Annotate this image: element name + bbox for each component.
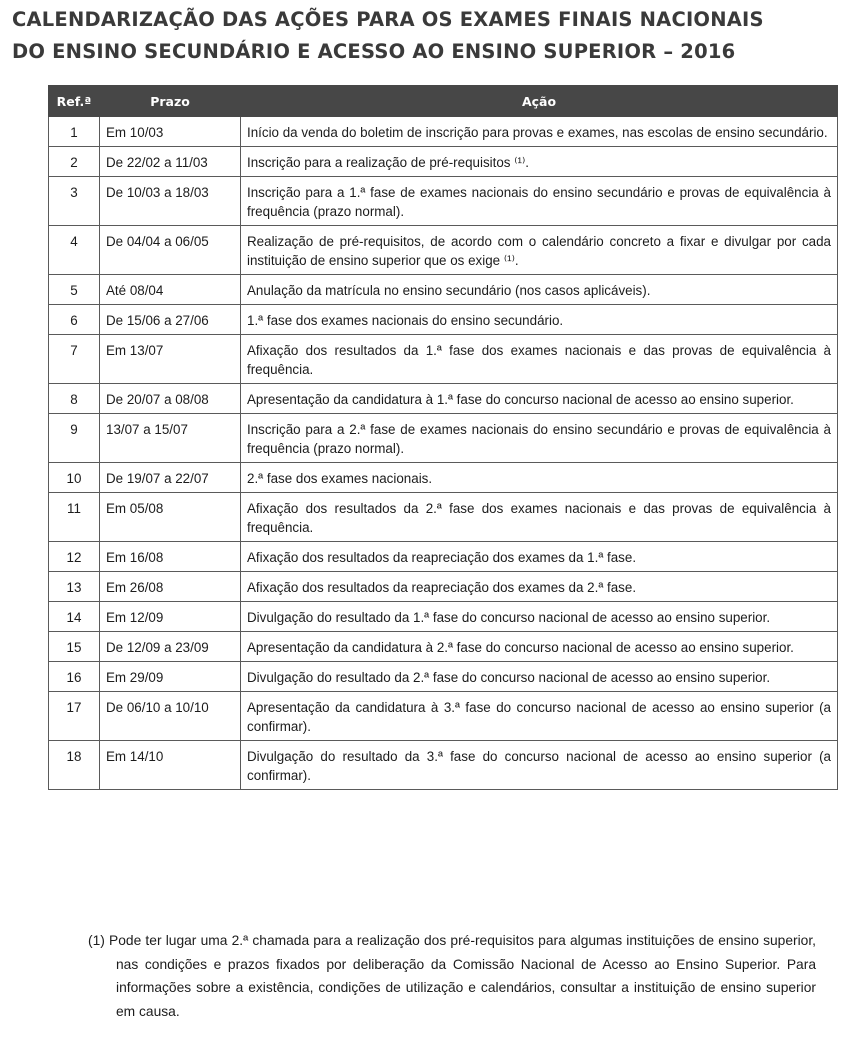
cell-acao: 2.ª fase dos exames nacionais. xyxy=(241,463,838,493)
table-row xyxy=(49,741,838,790)
header-prazo: Prazo xyxy=(100,86,241,117)
cell-ref: 18 xyxy=(49,741,100,790)
cell-prazo: De 10/03 a 18/03 xyxy=(100,177,241,226)
table-row xyxy=(49,226,838,275)
cell-prazo: De 22/02 a 11/03 xyxy=(100,147,241,177)
cell-ref: 6 xyxy=(49,305,100,335)
cell-prazo: Em 05/08 xyxy=(100,493,241,542)
cell-prazo: Em 10/03 xyxy=(100,117,241,147)
cell-ref: 8 xyxy=(49,384,100,414)
cell-prazo: Em 12/09 xyxy=(100,602,241,632)
cell-acao: Inscrição para a realização de pré-requisitos ⁽¹⁾. xyxy=(241,147,838,177)
cell-acao: Afixação dos resultados da reapreciação dos exames da 2.ª fase. xyxy=(241,572,838,602)
cell-ref: 1 xyxy=(49,117,100,147)
cell-prazo: 13/07 a 15/07 xyxy=(100,414,241,463)
table-row xyxy=(49,692,838,741)
table-row xyxy=(49,147,838,177)
cell-acao: Divulgação do resultado da 1.ª fase do concurso nacional de acesso ao ensino superior. xyxy=(241,602,838,632)
cell-ref: 11 xyxy=(49,493,100,542)
cell-ref: 10 xyxy=(49,463,100,493)
cell-prazo: De 19/07 a 22/07 xyxy=(100,463,241,493)
cell-acao: Divulgação do resultado da 2.ª fase do concurso nacional de acesso ao ensino superior. xyxy=(241,662,838,692)
cell-prazo: Em 29/09 xyxy=(100,662,241,692)
table-row xyxy=(49,542,838,572)
title-line-2: DO ENSINO SECUNDÁRIO E ACESSO AO ENSINO SUPERIOR – 2016 xyxy=(12,40,736,63)
cell-acao: Anulação da matrícula no ensino secundário (nos casos aplicáveis). xyxy=(241,275,838,305)
table-row xyxy=(49,463,838,493)
cell-acao: Apresentação da candidatura à 2.ª fase do concurso nacional de acesso ao ensino superior. xyxy=(241,632,838,662)
cell-prazo: Em 13/07 xyxy=(100,335,241,384)
cell-acao: Realização de pré-requisitos, de acordo com o calendário concreto a fixar e divulgar por cada instituição de ensino superior que os exige ⁽¹⁾. xyxy=(241,226,838,275)
cell-ref: 3 xyxy=(49,177,100,226)
table-row xyxy=(49,602,838,632)
cell-ref: 15 xyxy=(49,632,100,662)
schedule-table xyxy=(48,85,838,790)
page-title xyxy=(12,4,852,68)
cell-ref: 4 xyxy=(49,226,100,275)
table-row xyxy=(49,662,838,692)
cell-ref: 7 xyxy=(49,335,100,384)
cell-acao: Afixação dos resultados da reapreciação dos exames da 1.ª fase. xyxy=(241,542,838,572)
header-row xyxy=(49,86,838,117)
cell-ref: 13 xyxy=(49,572,100,602)
cell-acao: Afixação dos resultados da 1.ª fase dos exames nacionais e das provas de equivalência à frequência. xyxy=(241,335,838,384)
table-row xyxy=(49,632,838,662)
cell-ref: 17 xyxy=(49,692,100,741)
cell-ref: 2 xyxy=(49,147,100,177)
cell-ref: 16 xyxy=(49,662,100,692)
footnote: (1) Pode ter lugar uma 2.ª chamada para a realização dos pré-requisitos para algumas instituições de ensino superior, nas condições e prazos fixados por deliberação da Comissão Nacional de Acesso ao Ensino Superior. Para informações sobre a existência, condições de utilização e calendários, consultar a instituição de ensino superior em causa. xyxy=(88,933,816,1019)
table-row xyxy=(49,335,838,384)
header-acao: Ação xyxy=(241,86,838,117)
table-body xyxy=(49,117,838,790)
header-ref: Ref.ª xyxy=(49,86,100,117)
table-row xyxy=(49,384,838,414)
table-row xyxy=(49,117,838,147)
title-line-1: CALENDARIZAÇÃO DAS AÇÕES PARA OS EXAMES FINAIS NACIONAIS xyxy=(12,8,764,31)
cell-prazo: Até 08/04 xyxy=(100,275,241,305)
table-header xyxy=(49,86,838,117)
cell-prazo: Em 26/08 xyxy=(100,572,241,602)
cell-acao: Inscrição para a 1.ª fase de exames nacionais do ensino secundário e provas de equivalência à frequência (prazo normal). xyxy=(241,177,838,226)
cell-acao: Divulgação do resultado da 3.ª fase do concurso nacional de acesso ao ensino superior (a confirmar). xyxy=(241,741,838,790)
cell-prazo: Em 14/10 xyxy=(100,741,241,790)
cell-ref: 14 xyxy=(49,602,100,632)
cell-ref: 12 xyxy=(49,542,100,572)
cell-prazo: Em 16/08 xyxy=(100,542,241,572)
cell-ref: 5 xyxy=(49,275,100,305)
table-row xyxy=(49,493,838,542)
cell-prazo: De 04/04 a 06/05 xyxy=(100,226,241,275)
cell-acao: Inscrição para a 2.ª fase de exames nacionais do ensino secundário e provas de equivalência à frequência (prazo normal). xyxy=(241,414,838,463)
table-row xyxy=(49,305,838,335)
table-row xyxy=(49,572,838,602)
table-row xyxy=(49,177,838,226)
table-row xyxy=(49,414,838,463)
cell-acao: Apresentação da candidatura à 1.ª fase do concurso nacional de acesso ao ensino superior. xyxy=(241,384,838,414)
cell-acao: Afixação dos resultados da 2.ª fase dos exames nacionais e das provas de equivalência à frequência. xyxy=(241,493,838,542)
cell-acao: Apresentação da candidatura à 3.ª fase do concurso nacional de acesso ao ensino superior (a confirmar). xyxy=(241,692,838,741)
table-row xyxy=(49,275,838,305)
cell-acao: 1.ª fase dos exames nacionais do ensino secundário. xyxy=(241,305,838,335)
cell-prazo: De 12/09 a 23/09 xyxy=(100,632,241,662)
cell-prazo: De 20/07 a 08/08 xyxy=(100,384,241,414)
cell-prazo: De 06/10 a 10/10 xyxy=(100,692,241,741)
cell-ref: 9 xyxy=(49,414,100,463)
cell-acao: Início da venda do boletim de inscrição para provas e exames, nas escolas de ensino secundário. xyxy=(241,117,838,147)
cell-prazo: De 15/06 a 27/06 xyxy=(100,305,241,335)
